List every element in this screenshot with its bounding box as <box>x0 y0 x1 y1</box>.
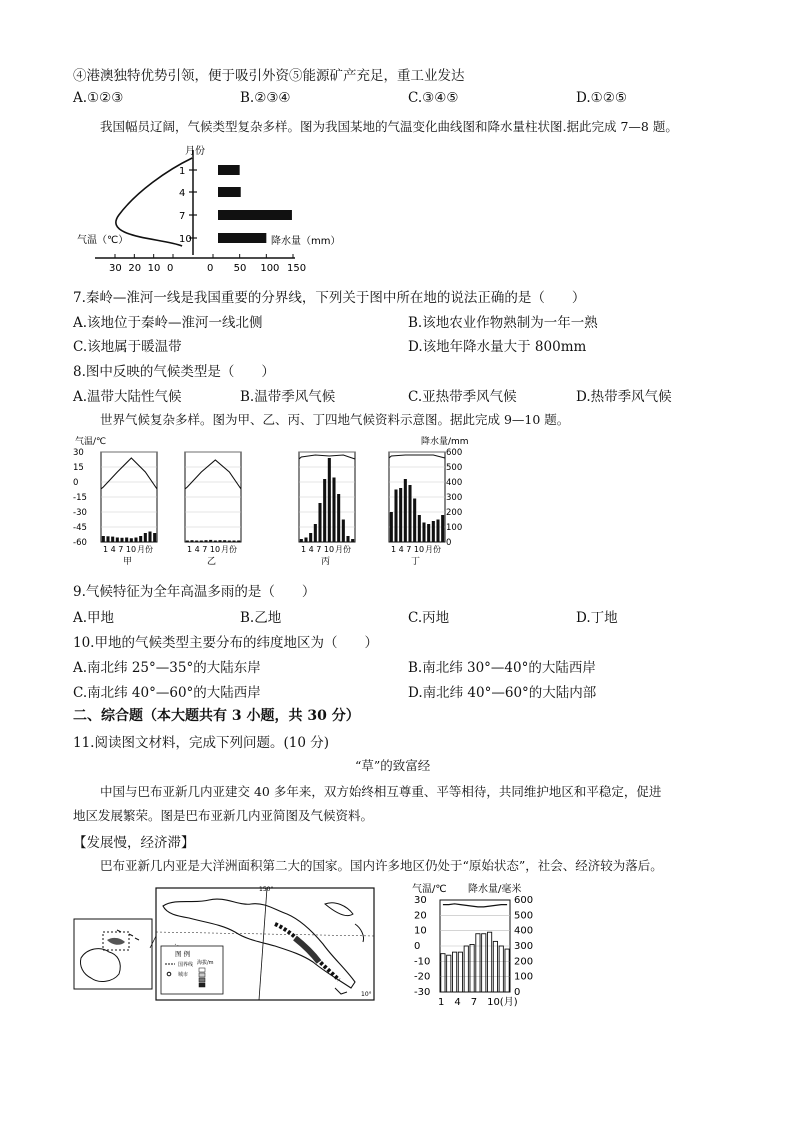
precip-bar <box>418 515 421 542</box>
precip-bar <box>106 536 109 542</box>
precip-bar <box>237 541 240 543</box>
png-temp-tick: -20 <box>414 971 431 983</box>
precip-bar <box>209 540 212 542</box>
legend-title: 图 例 <box>175 950 191 958</box>
precip-bar <box>186 541 189 543</box>
precip-bar <box>432 521 435 542</box>
precip-tick-label: 500 <box>446 463 463 473</box>
q6-option-d[interactable]: D.①②⑤ <box>576 90 627 106</box>
temp-tick-label: 30 <box>73 448 84 458</box>
q6-option-b[interactable]: B.②③④ <box>240 90 291 106</box>
png-precip-tick: 600 <box>514 895 534 906</box>
precip-bar <box>153 533 156 542</box>
oceania-inset-map <box>73 918 153 990</box>
q10-option-a[interactable]: A.南北纬 25°—35°的大陆东岸 <box>73 660 261 676</box>
month-tick-label: 1 <box>179 166 186 177</box>
q8-option-b[interactable]: B.温带季风气候 <box>240 389 336 405</box>
precip-bar <box>300 539 303 542</box>
month-unit: 月份 <box>221 545 237 554</box>
png-temp-tick: -30 <box>414 987 431 998</box>
png-main-map <box>155 884 377 1012</box>
panel-name: 乙 <box>207 557 217 567</box>
png-precip-bar <box>499 946 503 992</box>
precip-bar <box>394 490 397 543</box>
precip-bar <box>404 479 407 542</box>
precip-bar <box>190 540 193 542</box>
precip-tick-label: 150 <box>287 263 307 274</box>
precip-bar <box>223 540 226 542</box>
precip-label: 降水量（mm） <box>271 236 341 247</box>
precip-tick-label: 50 <box>233 263 247 274</box>
png-precip-bar <box>464 946 468 992</box>
precip-tick-label: 0 <box>446 538 452 548</box>
precip-bar <box>318 503 321 542</box>
month-ticks: 1 4 7 10 <box>301 545 335 554</box>
q9-option-a[interactable]: A.甲地 <box>73 610 115 626</box>
precip-bar <box>139 536 142 542</box>
temp-line <box>389 455 445 458</box>
month-tick-label: 10 <box>179 234 192 245</box>
png-precip-bar <box>470 944 474 992</box>
subheading: 【发展慢，经济滞】 <box>73 835 195 851</box>
precip-bar <box>134 538 137 543</box>
png-precip-tick: 400 <box>514 925 534 937</box>
precip-bar <box>427 524 430 542</box>
section-heading: 二、综合题（本大题共有 3 小题，共 30 分） <box>73 708 360 724</box>
precip-bar <box>422 523 425 543</box>
precip-bar <box>346 536 349 542</box>
q7-option-d[interactable]: D.该地年降水量大于 800mm <box>408 339 587 355</box>
q8-option-c[interactable]: C.亚热带季风气候 <box>408 389 517 405</box>
month-axis-label: 月份 <box>185 146 205 157</box>
precip-bar <box>200 541 203 543</box>
precip-bar <box>337 494 340 542</box>
precip-bar <box>390 512 393 542</box>
precip-bar <box>328 458 331 542</box>
precip-bar <box>214 541 217 543</box>
precip-tick-label: 100 <box>260 263 280 274</box>
precip-bar <box>148 532 151 543</box>
precip-bar <box>232 541 235 543</box>
temp-line <box>185 460 241 489</box>
png-temp-line <box>443 904 507 907</box>
temp-tick-label: 20 <box>128 263 142 274</box>
month-unit: 月份 <box>335 545 351 554</box>
q7-option-c[interactable]: C.该地属于暖温带 <box>73 339 182 355</box>
png-precip-bar <box>493 941 497 992</box>
q6-option-c[interactable]: C.③④⑤ <box>408 90 459 106</box>
q9-option-c[interactable]: C.丙地 <box>408 610 450 626</box>
precip-bar <box>218 540 221 542</box>
lon-label: 150° <box>259 886 274 893</box>
precip-bar <box>218 233 266 243</box>
month-ticks: 1 4 7 10 <box>103 545 137 554</box>
legend-city: 城市 <box>178 972 189 978</box>
month-tick-label: 4 <box>179 188 186 199</box>
precip-bar <box>309 533 312 542</box>
month-ticks: 1 4 7 10 <box>187 545 221 554</box>
png-precip-bar <box>441 954 445 992</box>
png-temp-label: 气温/℃ <box>412 884 447 895</box>
png-precip-bar <box>447 955 451 992</box>
panel-name: 甲 <box>123 557 133 567</box>
precip-bar <box>120 538 123 542</box>
map-legend <box>161 946 223 994</box>
side-lat-label: 10° <box>361 991 372 998</box>
precip-bar <box>399 488 402 542</box>
png-temp-tick: 10 <box>414 925 427 937</box>
precip-bar <box>304 538 307 543</box>
q9-stem: 9.气候特征为全年高温多雨的是（ ） <box>73 584 316 600</box>
q11-stem: 11.阅读图文材料，完成下列问题。(10 分) <box>73 735 329 751</box>
png-temp-tick: 20 <box>414 910 427 922</box>
precip-bar <box>351 539 354 542</box>
png-precip-bar <box>505 949 509 992</box>
q10-option-c[interactable]: C.南北纬 40°—60°的大陆西岸 <box>73 685 261 701</box>
precip-bar <box>323 479 326 542</box>
q10-stem: 10.甲地的气候类型主要分布的纬度地区为（ ） <box>73 635 378 651</box>
precip-bar <box>218 210 292 220</box>
q6-continued-line: ④港澳独特优势引领，便于吸引外资⑤能源矿产充足，重工业发达 <box>73 68 465 84</box>
precip-bar <box>332 478 335 543</box>
png-temp-tick: -10 <box>414 956 431 968</box>
precip-bar <box>144 533 147 542</box>
temp-tick-label: -15 <box>73 493 87 503</box>
png-precip-tick: 200 <box>514 956 534 968</box>
precip-bar <box>111 537 114 542</box>
png-precip-bar <box>487 932 491 992</box>
panel-name: 丙 <box>321 557 331 567</box>
temp-tick-label: 30 <box>109 263 122 274</box>
q6-option-a[interactable]: A.①②③ <box>73 90 124 106</box>
precip-axis-label: 降水量/mm <box>421 437 469 447</box>
temp-axis-label: 气温/℃ <box>75 437 107 447</box>
q8-option-d[interactable]: D.热带季风气候 <box>576 389 672 405</box>
temp-label: 气温（℃） <box>77 235 129 246</box>
png-month-ticks: 1 4 7 10(月) <box>438 997 518 1008</box>
precip-bar <box>125 538 128 543</box>
q7-option-b[interactable]: B.该地农业作物熟制为一年一熟 <box>408 315 598 331</box>
precip-bar <box>342 520 345 543</box>
q9-option-d[interactable]: D.丁地 <box>576 610 618 626</box>
precip-tick-label: 600 <box>446 448 463 458</box>
article-para1-line2: 地区发展繁荣。图是巴布亚新几内亚简图及气候资料。 <box>73 808 374 823</box>
q7-option-a[interactable]: A.该地位于秦岭—淮河一线北侧 <box>73 315 263 331</box>
temp-tick-label: -30 <box>73 508 87 518</box>
intro-9-10: 世界气候复杂多样。图为甲、乙、丙、丁四地气候资料示意图。据此完成 9—10 题。 <box>100 412 570 427</box>
precip-bar <box>102 536 105 542</box>
month-ticks: 1 4 7 10 <box>391 545 425 554</box>
precip-bar <box>408 485 411 542</box>
png-precip-tick: 0 <box>514 987 521 998</box>
temp-tick-label: 15 <box>73 463 84 473</box>
temp-tick-label: 0 <box>167 263 174 274</box>
precip-tick-label: 200 <box>446 508 463 518</box>
temp-line <box>299 455 355 459</box>
png-precip-bar <box>476 934 480 992</box>
png-temp-tick: 0 <box>414 941 421 952</box>
png-precip-bar <box>452 952 456 992</box>
temp-tick-label: -45 <box>73 523 87 533</box>
q9-option-b[interactable]: B.乙地 <box>240 610 282 626</box>
precip-bar <box>413 499 416 543</box>
precip-bar <box>116 538 119 543</box>
png-precip-tick: 500 <box>514 910 534 922</box>
precip-bar <box>436 520 439 543</box>
precip-bar <box>130 538 133 542</box>
temp-tick-label: -60 <box>73 538 87 548</box>
q10-option-d[interactable]: D.南北纬 40°—60°的大陆内部 <box>408 685 597 701</box>
month-unit: 月份 <box>425 545 441 554</box>
temp-tick-label: 10 <box>147 263 161 274</box>
legend-border: 国界线 <box>178 962 194 968</box>
climograph-q7-8 <box>75 140 341 275</box>
article-para2: 巴布亚新几内亚是大洋洲面积第二大的国家。国内许多地区仍处于“原始状态”，社会、经济较为落后。 <box>100 858 663 873</box>
png-precip-label: 降水量/毫米 <box>468 884 522 895</box>
precip-bar <box>204 540 207 542</box>
precip-tick-label: 400 <box>446 478 463 488</box>
precip-bar <box>218 165 240 175</box>
png-precip-tick: 100 <box>514 971 534 983</box>
q10-option-b[interactable]: B.南北纬 30°—40°的大陆西岸 <box>408 660 596 676</box>
precip-bar <box>314 524 317 542</box>
month-tick-label: 7 <box>179 211 186 222</box>
precip-bar <box>441 515 444 542</box>
legend-elevation-label: 海拔/m <box>197 960 214 966</box>
month-unit: 月份 <box>137 545 153 554</box>
four-climate-charts <box>73 432 473 572</box>
q8-option-a[interactable]: A.温带大陆性气候 <box>73 389 182 405</box>
intro-7-8: 我国幅员辽阔，气候类型复杂多样。图为我国某地的气温变化曲线图和降水量柱状图.据此完成 7—8 题。 <box>100 119 678 134</box>
temp-tick-label: 0 <box>73 478 79 488</box>
precip-bar <box>228 541 231 543</box>
png-climograph <box>410 880 540 1010</box>
precip-tick-label: 0 <box>207 263 214 274</box>
png-temp-tick: 30 <box>414 895 427 906</box>
png-precip-tick: 300 <box>514 941 534 952</box>
article-title: “草”的致富经 <box>355 758 431 773</box>
precip-tick-label: 300 <box>446 493 463 503</box>
q7-stem: 7.秦岭—淮河一线是我国重要的分界线，下列关于图中所在地的说法正确的是（ ） <box>73 290 586 306</box>
panel-name: 丁 <box>411 557 421 567</box>
png-precip-bar <box>482 934 486 992</box>
precip-bar <box>218 187 241 197</box>
temp-line <box>101 458 157 489</box>
q8-stem: 8.图中反映的气候类型是（ ） <box>73 364 275 380</box>
article-para1-line1: 中国与巴布亚新几内亚建交 40 多年来，双方始终相互尊重、平等相待，共同维护地区和平稳定，促进 <box>100 784 662 799</box>
png-precip-bar <box>458 952 462 992</box>
precip-bar <box>195 541 198 543</box>
precip-tick-label: 100 <box>446 523 463 533</box>
